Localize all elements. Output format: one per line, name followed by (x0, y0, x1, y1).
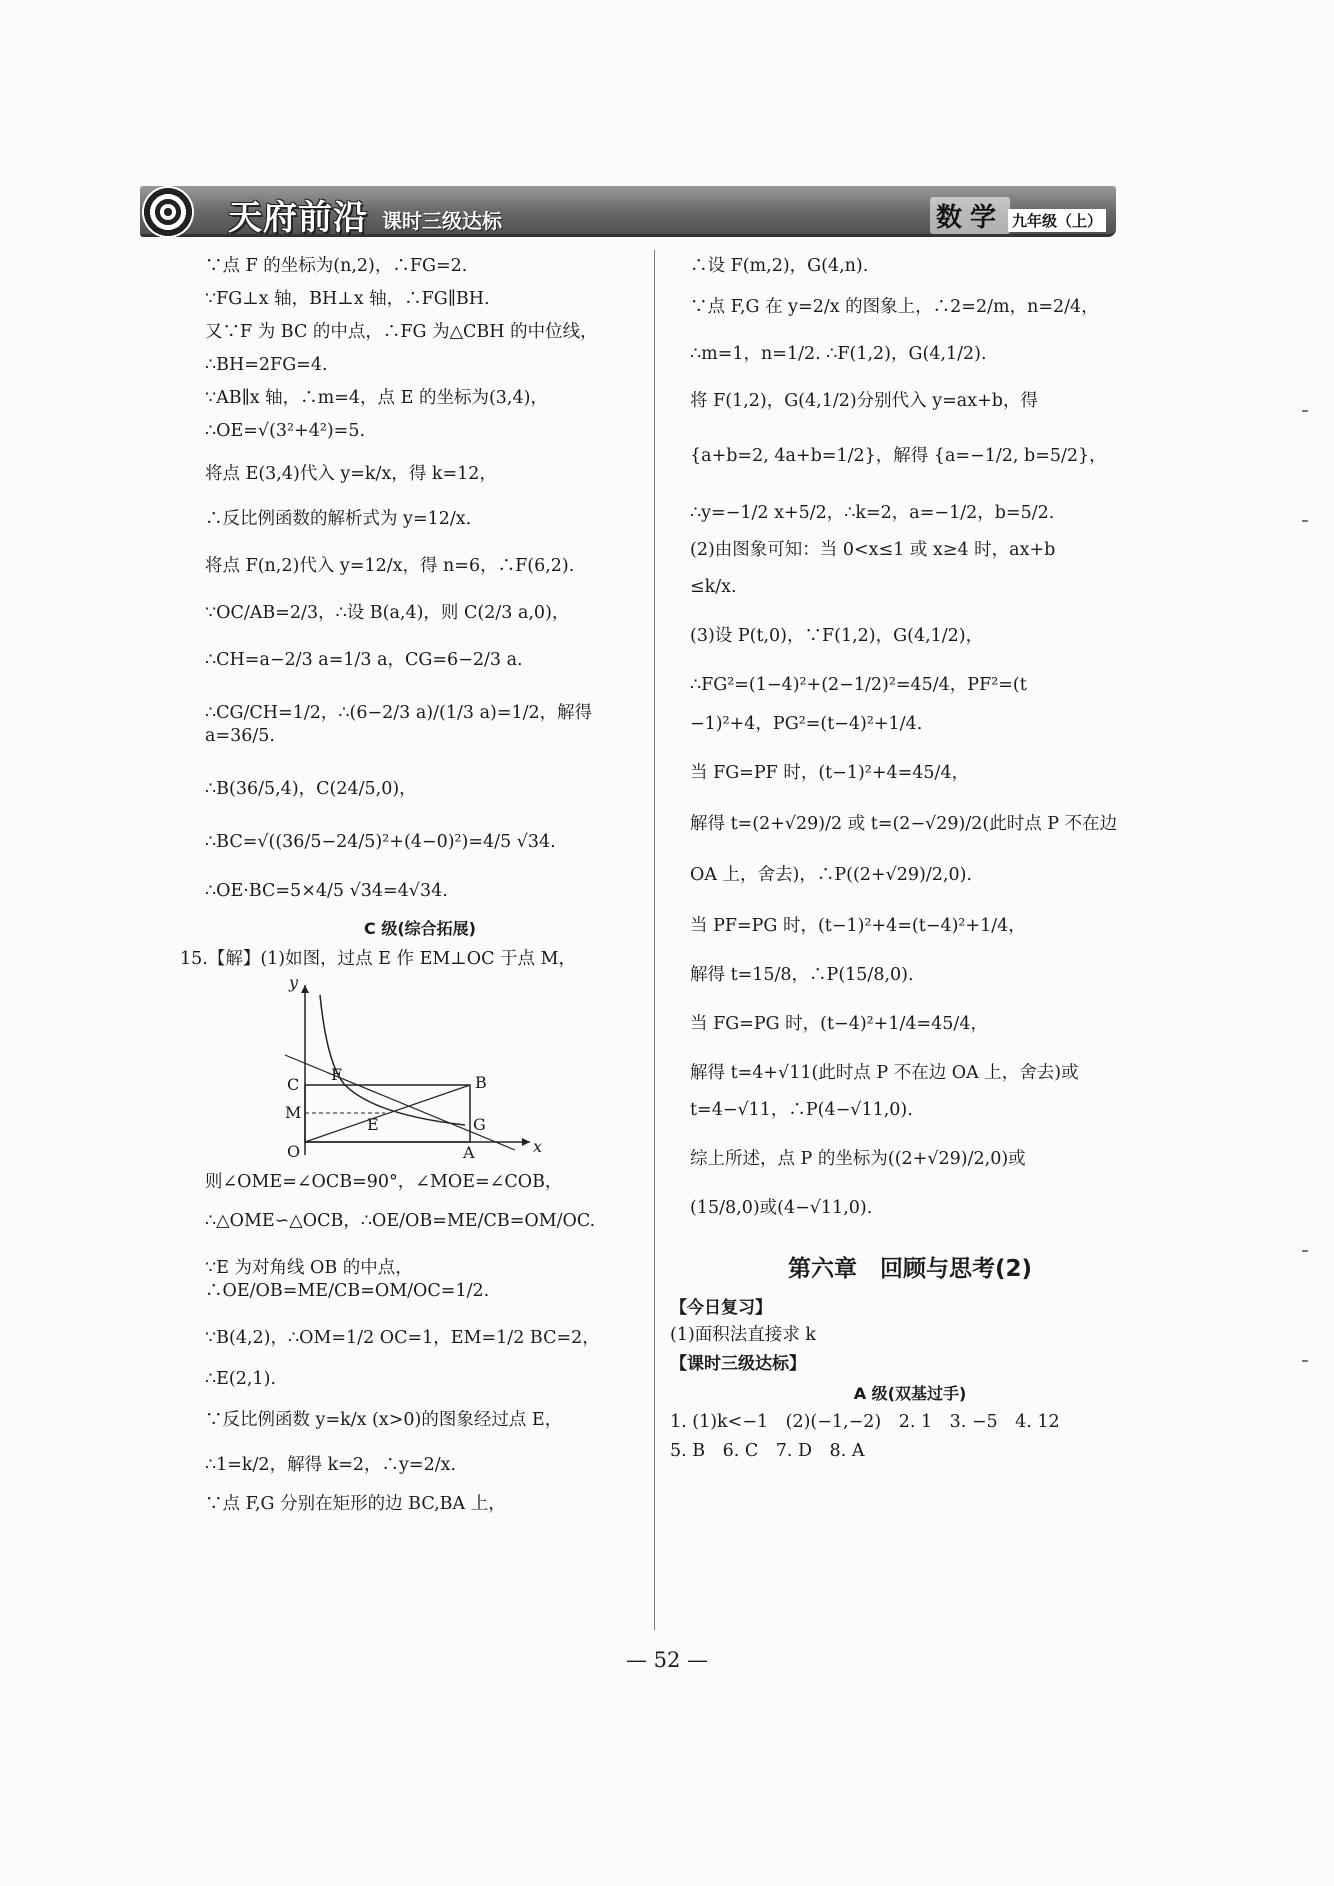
text-line: ∴E(2,1). (205, 1369, 276, 1389)
text-line: ∴反比例函数的解析式为 y=12/x. (205, 509, 472, 529)
text-line: ∵点 F,G 分别在矩形的边 BC,BA 上， (205, 1494, 506, 1514)
text-line: ∴CG/CH=1/2，∴(6−2/3 a)/(1/3 a)=1/2，解得 a=36/5. (205, 703, 598, 746)
text-line: ∴BC=√((36/5−24/5)²+(4−0)²)=4/5 √34. (205, 832, 556, 852)
text-line: ∴OE=√(3²+4²)=5. (205, 421, 366, 441)
text-line: ∵B(4,2)，∴OM=1/2 OC=1，EM=1/2 BC=2， (205, 1328, 600, 1348)
text-line: ∵AB∥x 轴，∴m=4，点 E 的坐标为(3,4)， (205, 388, 548, 408)
page-number: — 52 — (625, 1648, 709, 1672)
chapter-title: 第六章 回顾与思考(2) (787, 1256, 1033, 1282)
text-line: (3)设 P(t,0)，∵F(1,2)，G(4,1/2)， (690, 626, 984, 646)
text-line: ∵OC/AB=2/3，∴设 B(a,4)，则 C(2/3 a,0)， (205, 603, 570, 623)
text-line: ∴m=1，n=1/2. ∴F(1,2)，G(4,1/2). (690, 344, 987, 364)
subject-label: 数学 (930, 197, 1010, 234)
series-title: 天府前沿 (228, 198, 368, 238)
text-line: ∴BH=2FG=4. (205, 355, 328, 375)
text-line: 当 PF=PG 时，(t−1)²+4=(t−4)²+1/4， (690, 916, 1026, 936)
text-line: −1)²+4，PG²=(t−4)²+1/4. (690, 714, 923, 734)
text-line: ∴y=−1/2 x+5/2，∴k=2，a=−1/2，b=5/2. (690, 503, 1055, 523)
scan-mark (1302, 1360, 1308, 1362)
grade-label: 九年级（上） (1008, 209, 1106, 232)
coordinate-figure (275, 975, 545, 1165)
point-a-label: A (463, 1143, 475, 1162)
text-line: ∵FG⊥x 轴，BH⊥x 轴，∴FG∥BH. (205, 289, 490, 309)
practice-heading: 【课时三级达标】 (670, 1354, 806, 1374)
text-line: OA 上，舍去)，∴P((2+√29)/2,0). (690, 865, 972, 885)
text-line: ∵点 F 的坐标为(n,2)，∴FG=2. (205, 256, 468, 276)
left-column (180, 255, 635, 1516)
scan-mark (1302, 410, 1308, 412)
text-line: ∴1=k/2，解得 k=2，∴y=2/x. (205, 1455, 457, 1475)
answers-row-1: 1. (1)k<−1 (2)(−1,−2) 2. 1 3. −5 4. 12 (670, 1412, 1060, 1432)
answers-row-2: 5. B 6. C 7. D 8. A (670, 1441, 865, 1461)
equation-system: {a+b=2, 4a+b=1/2}，解得 {a=−1/2, b=5/2}， (690, 446, 1107, 466)
text-line: t=4−√11，∴P(4−√11,0). (690, 1100, 913, 1120)
text-line: 将 F(1,2)，G(4,1/2)分别代入 y=ax+b，得 (690, 391, 1038, 411)
text-line: 将点 F(n,2)代入 y=12/x，得 n=6，∴F(6,2). (205, 556, 575, 576)
review-item: (1)面积法直接求 k (670, 1325, 816, 1345)
origin-label: O (287, 1142, 301, 1161)
scan-mark (1302, 1250, 1308, 1252)
text-line: ∴△OME∽△OCB，∴OE/OB=ME/CB=OM/OC. (205, 1211, 596, 1231)
text-line: 当 FG=PG 时，(t−4)²+1/4=45/4， (690, 1014, 988, 1034)
text-line: ∴CH=a−2/3 a=1/3 a，CG=6−2/3 a. (205, 650, 523, 670)
point-f-label: F (331, 1065, 343, 1084)
text-line: ≤k/x. (690, 577, 737, 597)
text-line: ∴B(36/5,4)，C(24/5,0)， (205, 779, 417, 799)
text-line: ∵点 F,G 在 y=2/x 的图象上，∴2=2/m，n=2/4， (690, 297, 1099, 317)
level-c-heading: C 级(综合拓展) (364, 919, 476, 938)
text-line: ∴设 F(m,2)，G(4,n). (690, 256, 869, 276)
text-line: (2)由图象可知：当 0<x≤1 或 x≥4 时，ax+b (690, 540, 1056, 560)
text-line: ∴OE·BC=5×4/5 √34=4√34. (205, 881, 448, 901)
column-divider (654, 250, 655, 1630)
text-line: ∵E 为对角线 OB 的中点，∴OE/OB=ME/CB=OM/OC=1/2. (205, 1258, 490, 1301)
text-line: 则∠OME=∠OCB=90°，∠MOE=∠COB， (205, 1172, 563, 1192)
text-line: ∴FG²=(1−4)²+(2−1/2)²=45/4，PF²=(t (690, 675, 1027, 695)
point-e-label: E (367, 1115, 379, 1134)
text-line: 解得 t=15/8，∴P(15/8,0). (690, 965, 914, 985)
target-logo-icon (142, 186, 194, 238)
text-line: 将点 E(3,4)代入 y=k/x，得 k=12， (205, 464, 497, 484)
text-line: 解得 t=(2+√29)/2 或 t=(2−√29)/2(此时点 P 不在边 (690, 814, 1118, 834)
point-c-label: C (287, 1075, 300, 1094)
text-line: (15/8,0)或(4−√11,0). (690, 1198, 873, 1218)
point-b-label: B (475, 1073, 487, 1092)
question-15: 15.【解】(1)如图，过点 E 作 EM⊥OC 于点 M， (180, 949, 577, 969)
series-subtitle: 课时三级达标 (382, 209, 502, 233)
level-a-heading: A 级(双基过手) (853, 1384, 967, 1403)
axis-x-label: x (533, 1137, 543, 1156)
text-line: 当 FG=PF 时，(t−1)²+4=45/4， (690, 763, 970, 783)
scan-mark (1302, 520, 1308, 522)
axis-y-label: y (289, 973, 299, 992)
review-heading: 【今日复习】 (670, 1298, 772, 1318)
point-m-label: M (285, 1103, 302, 1122)
right-column (670, 255, 1130, 1463)
text-line: 又∵F 为 BC 的中点，∴FG 为△CBH 的中位线， (205, 322, 598, 342)
figure-graph (275, 975, 545, 1165)
text-line: 综上所述，点 P 的坐标为((2+√29)/2,0)或 (690, 1149, 1026, 1169)
text-line: ∵反比例函数 y=k/x (x>0)的图象经过点 E， (205, 1410, 563, 1430)
point-g-label: G (473, 1115, 486, 1134)
text-line: 解得 t=4+√11(此时点 P 不在边 OA 上，舍去)或 (690, 1063, 1079, 1083)
